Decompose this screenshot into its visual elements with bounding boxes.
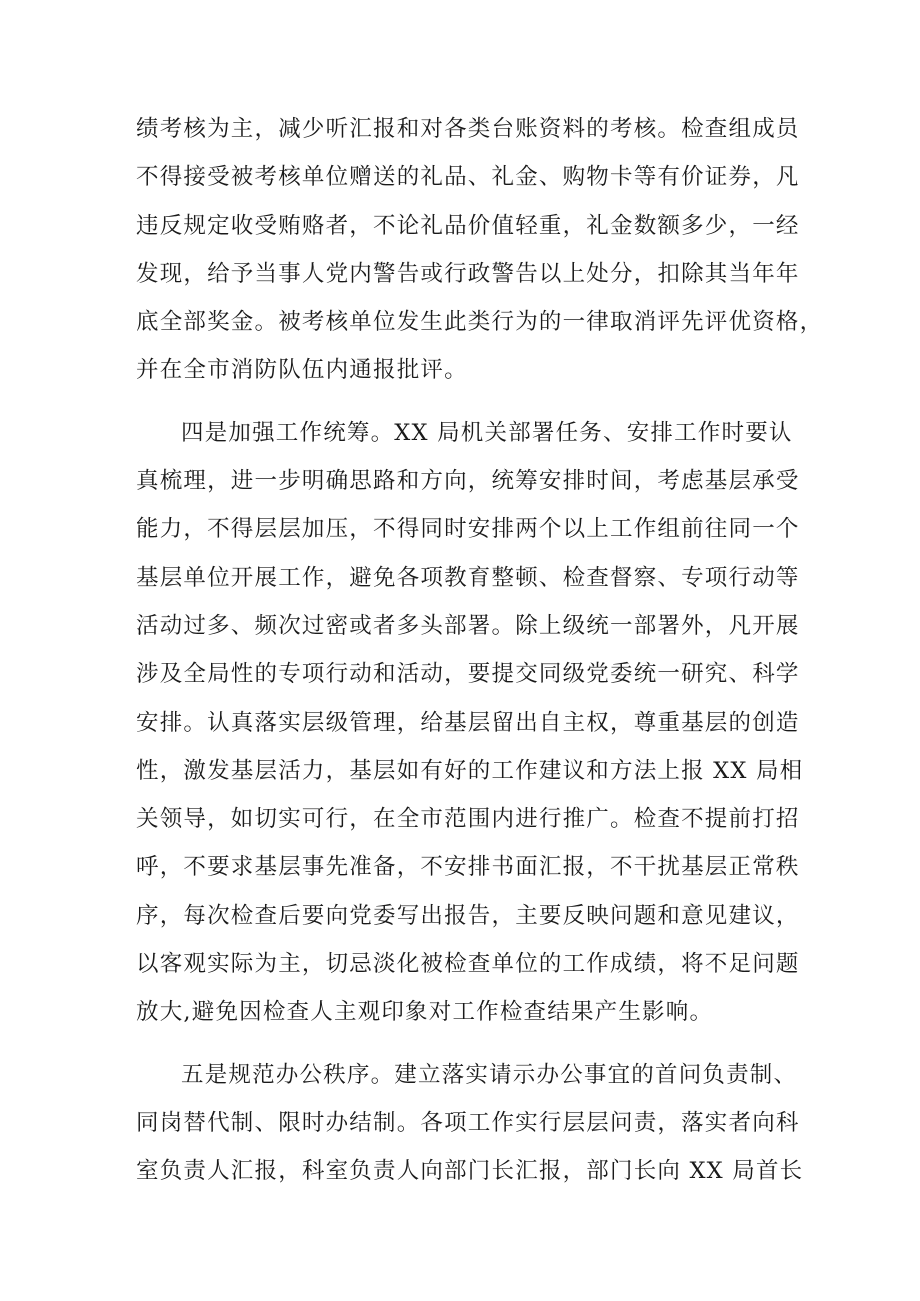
- paragraph-five: [136, 1051, 804, 1196]
- text-line: 序，每次检查后要向党委写出报告，主要反映问题和意见建议，: [136, 902, 800, 929]
- text-line: 不得接受被考核单位赠送的礼品、礼金、购物卡等有价证券，凡: [136, 164, 800, 191]
- document-body: [136, 105, 824, 1196]
- text-line: 同岗替代制、限时办结制。各项工作实行层层问责，落实者向科: [136, 1109, 800, 1136]
- paragraph-gap: [136, 395, 792, 409]
- text-line: 违反规定收受贿赂者，不论礼品价值轻重，礼金数额多少，一经: [136, 212, 800, 239]
- text-line: 性，激发基层活力，基层如有好的工作建议和方法上报 XX 局相: [136, 757, 804, 784]
- text-line: 以客观实际为主，切忌淡化被检查单位的工作成绩，将不足问题: [136, 951, 800, 978]
- text-line: 底全部奖金。被考核单位发生此类行为的一律取消评先评优资格，: [136, 309, 824, 336]
- text-line: 基层单位开展工作，避免各项教育整顿、检查督察、专项行动等: [136, 564, 800, 591]
- text-line: 能力，不得层层加压，不得同时安排两个以上工作组前往同一个: [136, 516, 800, 543]
- text-line: 绩考核为主，减少听汇报和对各类台账资料的考核。检查组成员: [136, 116, 800, 142]
- text-line: 安排。认真落实层级管理，给基层留出自主权，尊重基层的创造: [136, 709, 800, 736]
- paragraph-continued: [136, 105, 824, 395]
- text-line: 呼，不要求基层事先准备，不安排书面汇报，不干扰基层正常秩: [136, 854, 800, 881]
- text-line: 发现，给予当事人党内警告或行政警告以上处分，扣除其当年年: [136, 260, 800, 287]
- text-line: 关领导，如切实可行，在全市范围内进行推广。检查不提前打招: [136, 806, 800, 833]
- text-line: 并在全市消防队伍内通报批评。: [136, 357, 468, 384]
- text-line: 真梳理，进一步明确思路和方向，统筹安排时间，考虑基层承受: [136, 468, 800, 495]
- text-line: 五是规范办公秩序。建立落实请示办公事宜的首问负责制、: [181, 1061, 798, 1088]
- paragraph-four: [136, 409, 804, 1037]
- text-line: 活动过多、频次过密或者多头部署。除上级统一部署外，凡开展: [136, 612, 800, 639]
- paragraph-gap: [136, 1037, 792, 1051]
- text-line: 四是加强工作统筹。XX 局机关部署任务、安排工作时要认: [181, 419, 793, 446]
- text-line: 放大,避免因检查人主观印象对工作检查结果产生影响。: [136, 999, 714, 1026]
- text-line: 涉及全局性的专项行动和活动，要提交同级党委统一研究、科学: [136, 661, 800, 688]
- text-line: 室负责人汇报，科室负责人向部门长汇报，部门长向 XX 局首长: [136, 1158, 804, 1185]
